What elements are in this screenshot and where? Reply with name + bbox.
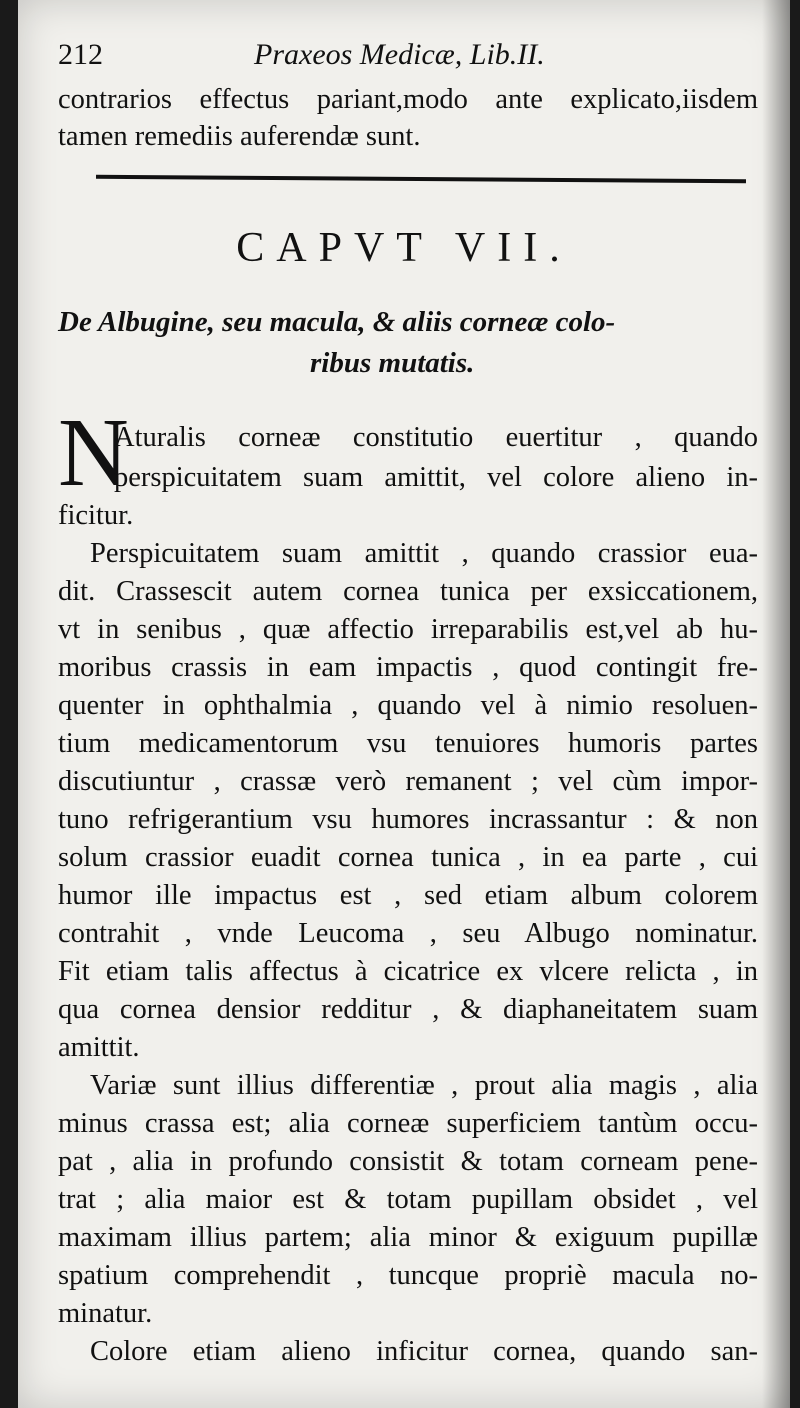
paragraph-line: contrahit , vnde Leucoma , seu Albugo nominatur. [58,918,758,949]
paragraph-line: humor ille impactus est , sed etiam album colorem [58,880,758,911]
paragraph-line: Colore etiam alieno inficitur cornea, quando san- [90,1336,758,1367]
paragraph-line: tuno refrigerantium vsu humores incrassantur : & non [58,804,758,835]
intro-line: contrarios effectus pariant,modo ante explicato,iisdem [58,84,758,115]
paragraph-line: discutiuntur , crassæ verò remanent ; vel cùm impor- [58,766,758,797]
paragraph-line: trat ; alia maior est & totam pupillam obsidet , vel [58,1184,758,1215]
paragraph-line: minatur. [58,1298,153,1329]
paragraph-line: spatium comprehendit , tuncque propriè macula no- [58,1260,758,1291]
paragraph-line: qua cornea densior redditur , & diaphaneitatem suam [58,994,758,1025]
chapter-title: CAPVT VII. [236,225,572,271]
paragraph-line: maximam illius partem; alia minor & exiguum pupillæ [58,1222,758,1253]
paragraph-line: amittit. [58,1032,140,1063]
paragraph-line: minus crassa est; alia corneæ superficiem tantùm occu- [58,1108,758,1139]
intro-line: tamen remediis auferendæ sunt. [58,121,421,152]
page-gutter-shadow [762,0,790,1408]
paragraph-line: Aturalis corneæ constitutio euertitur , quando [114,422,758,453]
paragraph-line: dit. Crassescit autem cornea tunica per exsiccationem, [58,576,758,607]
page-header [58,38,748,78]
paragraph-line: ficitur. [58,500,134,531]
paragraph-line: Variæ sunt illius differentiæ , prout alia magis , alia [90,1070,758,1101]
paragraph-line: Fit etiam talis affectus à cicatrice ex vlcere relicta , in [58,956,758,987]
page-number: 212 [58,38,103,71]
book-page [18,0,790,1408]
chapter-subtitle-line: ribus mutatis. [310,347,475,379]
paragraph-line: perspicuitatem suam amittit, vel colore alieno in- [114,462,758,493]
running-title: Praxeos Medicæ, Lib.II. [254,38,545,71]
paragraph-line: vt in senibus , quæ affectio irreparabilis est,vel ab hu- [58,614,758,645]
paragraph-line: tium medicamentorum vsu tenuiores humoris partes [58,728,758,759]
drop-capital: N [58,399,129,507]
chapter-subtitle-line: De Albugine, seu macula, & aliis corneæ colo- [58,306,616,338]
paragraph-line: moribus crassis in eam impactis , quod contingit fre- [58,652,758,683]
paragraph-line: pat , alia in profundo consistit & totam corneam pene- [58,1146,758,1177]
paragraph-line: Perspicuitatem suam amittit , quando crassior eua- [90,538,758,569]
section-divider [96,175,746,184]
paragraph-line: solum crassior euadit cornea tunica , in ea parte , cui [58,842,758,873]
paragraph-line: quenter in ophthalmia , quando vel à nimio resoluen- [58,690,758,721]
